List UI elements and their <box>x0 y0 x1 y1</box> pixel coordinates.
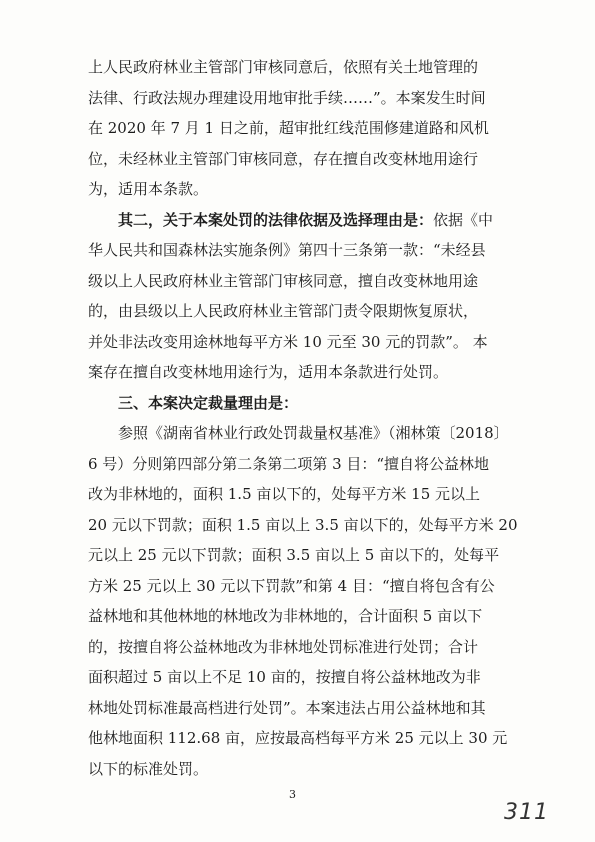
paragraph-lead-rest: 依据《中 <box>433 210 494 229</box>
handwritten-page-number: 311 <box>504 800 549 825</box>
text-line: 林地处罚标准最高档进行处罚”。本案违法占用公益林地和其 <box>88 698 486 717</box>
text-line: 参照《湖南省林业行政处罚裁量权基准》（湘林策〔2018〕 <box>118 424 509 442</box>
text-line: 的，按擅自将公益林地改为非林地处罚标准进行处罚；合计 <box>88 637 479 656</box>
text-line: 元以上 25 元以下罚款；面积 3.5 亩以上 5 亩以下的，处每平 <box>88 546 500 564</box>
paragraph-heading-two <box>118 207 493 233</box>
text-line: 以下的标准处罚。 <box>88 759 209 778</box>
text-line: 位，未经林业主管部门审核同意，存在擅自改变林地用途行 <box>88 149 479 168</box>
text-line: 并处非法改变用途林地每平方米 10 元至 30 元的罚款”。 本 <box>88 332 488 351</box>
text-line: 上人民政府林业主管部门审核同意后，依照有关土地管理的 <box>88 58 479 76</box>
page-number: 3 <box>289 788 296 801</box>
paragraph-lead-bold: 其二，关于本案处罚的法律依据及选择理由是： <box>118 210 434 229</box>
text-line: 为，适用本条款。 <box>88 180 209 198</box>
text-line: 20 元以下罚款；面积 1.5 亩以上 3.5 亩以下的，处每平方米 20 <box>88 515 518 534</box>
text-line: 益林地和其他林地的林地改为非林地的，合计面积 5 亩以下 <box>88 607 483 625</box>
text-line: 案存在擅自改变林地用途行为，适用本条款进行处罚。 <box>88 363 449 381</box>
text-line: 华人民共和国森林法实施条例》第四十三条第一款：“未经县 <box>88 241 486 259</box>
text-line: 的，由县级以上人民政府林业主管部门责令限期恢复原状， <box>88 302 479 320</box>
text-line: 在 2020 年 7 月 1 日之前，超审批红线范围修建道路和风机 <box>88 119 489 137</box>
text-line: 他林地面积 112.68 亩，应按最高档每平方米 25 元以上 30 元 <box>88 729 508 747</box>
text-line: 级以上人民政府林业主管部门审核同意，擅自改变林地用途 <box>88 271 479 290</box>
section-heading: 三、本案决定裁量理由是： <box>118 393 299 412</box>
text-line: 法律、行政法规办理建设用地审批手续……”。本案发生时间 <box>88 88 486 107</box>
text-line: 方米 25 元以上 30 元以下罚款”和第 4 目：“擅自将包含有公 <box>88 576 495 595</box>
text-line: 6 号）分则第四部分第二条第二项第 3 目：“擅自将公益林地 <box>88 454 490 473</box>
text-line: 改为非林地的，面积 1.5 亩以下的，处每平方米 15 元以上 <box>88 485 481 503</box>
text-line: 面积超过 5 亩以上不足 10 亩的，按擅自将公益林地改为非 <box>88 668 481 686</box>
